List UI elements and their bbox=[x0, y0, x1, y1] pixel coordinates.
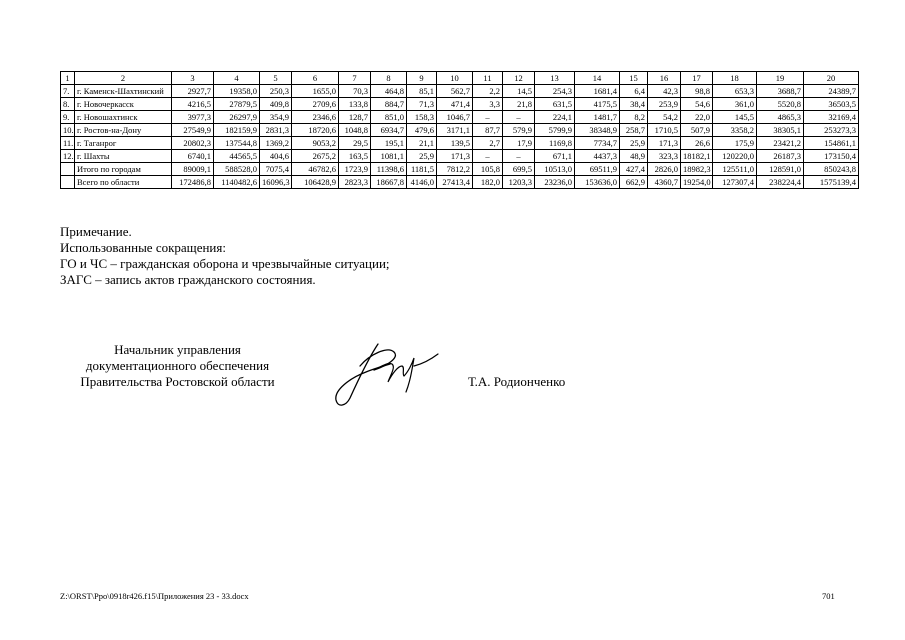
value-cell: 69511,9 bbox=[575, 163, 620, 176]
value-cell: 6740,1 bbox=[172, 150, 214, 163]
row-number-cell: 10. bbox=[61, 124, 75, 137]
handwritten-signature bbox=[330, 336, 450, 412]
value-cell: 105,8 bbox=[473, 163, 503, 176]
value-cell: 195,1 bbox=[371, 137, 407, 150]
signatory-title-line1: Начальник управления bbox=[114, 342, 241, 357]
row-number-cell: 11. bbox=[61, 137, 75, 150]
value-cell: 354,9 bbox=[260, 111, 292, 124]
table-row bbox=[61, 176, 859, 189]
column-number-cell: 12 bbox=[503, 72, 535, 85]
value-cell: 133,8 bbox=[339, 98, 371, 111]
table-row bbox=[61, 85, 859, 98]
column-number-cell: 9 bbox=[407, 72, 437, 85]
column-number-cell: 4 bbox=[214, 72, 260, 85]
value-cell: 23236,0 bbox=[535, 176, 575, 189]
value-cell: 21,1 bbox=[407, 137, 437, 150]
value-cell: 2675,2 bbox=[292, 150, 339, 163]
column-number-cell: 15 bbox=[620, 72, 648, 85]
value-cell: 464,8 bbox=[371, 85, 407, 98]
value-cell: 662,9 bbox=[620, 176, 648, 189]
value-cell: 139,5 bbox=[437, 137, 473, 150]
value-cell: 588528,0 bbox=[214, 163, 260, 176]
value-cell: – bbox=[503, 111, 535, 124]
value-cell: 32169,4 bbox=[804, 111, 859, 124]
value-cell: 85,1 bbox=[407, 85, 437, 98]
value-cell: 71,3 bbox=[407, 98, 437, 111]
value-cell: 2709,6 bbox=[292, 98, 339, 111]
column-number-cell: 20 bbox=[804, 72, 859, 85]
value-cell: 14,5 bbox=[503, 85, 535, 98]
value-cell: 479,6 bbox=[407, 124, 437, 137]
value-cell: 137544,8 bbox=[214, 137, 260, 150]
value-cell: 11398,6 bbox=[371, 163, 407, 176]
table-row bbox=[61, 124, 859, 137]
signatory-title bbox=[60, 342, 295, 390]
value-cell: 1203,3 bbox=[503, 176, 535, 189]
value-cell: 323,3 bbox=[648, 150, 681, 163]
value-cell: 2,2 bbox=[473, 85, 503, 98]
value-cell: 1723,9 bbox=[339, 163, 371, 176]
column-number-cell: 3 bbox=[172, 72, 214, 85]
value-cell: 4146,0 bbox=[407, 176, 437, 189]
value-cell: 4216,5 bbox=[172, 98, 214, 111]
column-number-cell: 18 bbox=[713, 72, 757, 85]
value-cell: 19358,0 bbox=[214, 85, 260, 98]
value-cell: 631,5 bbox=[535, 98, 575, 111]
note-abbreviation-go-chs: ГО и ЧС – гражданская оборона и чрезвычайные ситуации; bbox=[60, 256, 390, 271]
data-table bbox=[60, 71, 859, 189]
value-cell: 1655,0 bbox=[292, 85, 339, 98]
value-cell: 3358,2 bbox=[713, 124, 757, 137]
value-cell: 2346,6 bbox=[292, 111, 339, 124]
value-cell: 7812,2 bbox=[437, 163, 473, 176]
value-cell: 258,7 bbox=[620, 124, 648, 137]
signatory-title-line3: Правительства Ростовской области bbox=[80, 374, 275, 389]
value-cell: 254,3 bbox=[535, 85, 575, 98]
city-name-cell: Итого по городам bbox=[75, 163, 172, 176]
notes-block bbox=[60, 224, 390, 288]
table-row bbox=[61, 98, 859, 111]
value-cell: 507,9 bbox=[681, 124, 713, 137]
value-cell: 238224,4 bbox=[757, 176, 804, 189]
value-cell: 1481,7 bbox=[575, 111, 620, 124]
value-cell: 27413,4 bbox=[437, 176, 473, 189]
value-cell: 173150,4 bbox=[804, 150, 859, 163]
value-cell: 224,1 bbox=[535, 111, 575, 124]
city-name-cell: г. Ростов-на-Дону bbox=[75, 124, 172, 137]
column-number-cell: 7 bbox=[339, 72, 371, 85]
value-cell: 1710,5 bbox=[648, 124, 681, 137]
value-cell: 18667,8 bbox=[371, 176, 407, 189]
value-cell: 8,2 bbox=[620, 111, 648, 124]
value-cell: 4360,7 bbox=[648, 176, 681, 189]
column-number-cell: 6 bbox=[292, 72, 339, 85]
value-cell: 671,1 bbox=[535, 150, 575, 163]
row-number-cell: 8. bbox=[61, 98, 75, 111]
value-cell: 153636,0 bbox=[575, 176, 620, 189]
value-cell: 18720,6 bbox=[292, 124, 339, 137]
city-name-cell: г. Шахты bbox=[75, 150, 172, 163]
value-cell: 27549,9 bbox=[172, 124, 214, 137]
row-number-cell bbox=[61, 163, 75, 176]
value-cell: 19254,0 bbox=[681, 176, 713, 189]
table-header-row bbox=[61, 72, 859, 85]
value-cell: 182159,9 bbox=[214, 124, 260, 137]
value-cell: 1046,7 bbox=[437, 111, 473, 124]
value-cell: 46782,6 bbox=[292, 163, 339, 176]
value-cell: 172486,8 bbox=[172, 176, 214, 189]
value-cell: – bbox=[503, 150, 535, 163]
column-number-cell: 1 bbox=[61, 72, 75, 85]
row-number-cell: 7. bbox=[61, 85, 75, 98]
value-cell: 26,6 bbox=[681, 137, 713, 150]
value-cell: 163,5 bbox=[339, 150, 371, 163]
column-number-cell: 10 bbox=[437, 72, 473, 85]
value-cell: 26297,9 bbox=[214, 111, 260, 124]
value-cell: 851,0 bbox=[371, 111, 407, 124]
note-abbreviations-heading: Использованные сокращения: bbox=[60, 240, 226, 255]
value-cell: 1169,8 bbox=[535, 137, 575, 150]
value-cell: 38305,1 bbox=[757, 124, 804, 137]
value-cell: 1181,5 bbox=[407, 163, 437, 176]
value-cell: 16096,3 bbox=[260, 176, 292, 189]
value-cell: 562,7 bbox=[437, 85, 473, 98]
value-cell: 158,3 bbox=[407, 111, 437, 124]
value-cell: – bbox=[473, 150, 503, 163]
value-cell: 884,7 bbox=[371, 98, 407, 111]
value-cell: 175,9 bbox=[713, 137, 757, 150]
signatory-name: Т.А. Родионченко bbox=[468, 374, 566, 389]
column-number-cell: 19 bbox=[757, 72, 804, 85]
value-cell: 54,2 bbox=[648, 111, 681, 124]
value-cell: 579,9 bbox=[503, 124, 535, 137]
value-cell: 24389,7 bbox=[804, 85, 859, 98]
city-name-cell: г. Таганрог bbox=[75, 137, 172, 150]
value-cell: 3171,1 bbox=[437, 124, 473, 137]
table-row bbox=[61, 111, 859, 124]
note-title: Примечание. bbox=[60, 224, 132, 239]
value-cell: 404,6 bbox=[260, 150, 292, 163]
value-cell: 2823,3 bbox=[339, 176, 371, 189]
value-cell: 1575139,4 bbox=[804, 176, 859, 189]
value-cell: 361,0 bbox=[713, 98, 757, 111]
value-cell: 5799,9 bbox=[535, 124, 575, 137]
value-cell: 653,3 bbox=[713, 85, 757, 98]
value-cell: 699,5 bbox=[503, 163, 535, 176]
table-row bbox=[61, 150, 859, 163]
page-number: 701 bbox=[822, 591, 835, 601]
value-cell: 4865,3 bbox=[757, 111, 804, 124]
value-cell: 26187,3 bbox=[757, 150, 804, 163]
table-row bbox=[61, 137, 859, 150]
value-cell: 9053,2 bbox=[292, 137, 339, 150]
city-name-cell: Всего по области bbox=[75, 176, 172, 189]
value-cell: 7734,7 bbox=[575, 137, 620, 150]
value-cell: 6,4 bbox=[620, 85, 648, 98]
city-name-cell: г. Новочеркасск bbox=[75, 98, 172, 111]
value-cell: 18982,3 bbox=[681, 163, 713, 176]
value-cell: 48,9 bbox=[620, 150, 648, 163]
column-number-cell: 17 bbox=[681, 72, 713, 85]
value-cell: 427,4 bbox=[620, 163, 648, 176]
value-cell: 2831,3 bbox=[260, 124, 292, 137]
value-cell: 54,6 bbox=[681, 98, 713, 111]
value-cell: 128591,0 bbox=[757, 163, 804, 176]
value-cell: 250,3 bbox=[260, 85, 292, 98]
city-name-cell: г. Новошахтинск bbox=[75, 111, 172, 124]
row-number-cell: 12. bbox=[61, 150, 75, 163]
column-number-cell: 8 bbox=[371, 72, 407, 85]
value-cell: 2927,7 bbox=[172, 85, 214, 98]
value-cell: 25,9 bbox=[407, 150, 437, 163]
value-cell: 171,3 bbox=[437, 150, 473, 163]
value-cell: 98,8 bbox=[681, 85, 713, 98]
value-cell: 5520,8 bbox=[757, 98, 804, 111]
value-cell: 2,7 bbox=[473, 137, 503, 150]
value-cell: 127307,4 bbox=[713, 176, 757, 189]
value-cell: 1140482,6 bbox=[214, 176, 260, 189]
row-number-cell: 9. bbox=[61, 111, 75, 124]
value-cell: – bbox=[473, 111, 503, 124]
column-number-cell: 14 bbox=[575, 72, 620, 85]
value-cell: 10513,0 bbox=[535, 163, 575, 176]
footer-file-path: Z:\ORST\Ppo\0918r426.f15\Приложения 23 - 33.docx bbox=[60, 591, 249, 601]
row-number-cell bbox=[61, 176, 75, 189]
value-cell: 38348,9 bbox=[575, 124, 620, 137]
value-cell: 23421,2 bbox=[757, 137, 804, 150]
value-cell: 3977,3 bbox=[172, 111, 214, 124]
value-cell: 3688,7 bbox=[757, 85, 804, 98]
value-cell: 3,3 bbox=[473, 98, 503, 111]
value-cell: 7075,4 bbox=[260, 163, 292, 176]
column-number-cell: 11 bbox=[473, 72, 503, 85]
value-cell: 27879,5 bbox=[214, 98, 260, 111]
value-cell: 89009,1 bbox=[172, 163, 214, 176]
signatory-title-line2: документационного обеспечения bbox=[85, 358, 270, 373]
note-abbreviation-zags: ЗАГС – запись актов гражданского состояния. bbox=[60, 272, 316, 287]
value-cell: 1048,8 bbox=[339, 124, 371, 137]
column-number-cell: 2 bbox=[75, 72, 172, 85]
value-cell: 125511,0 bbox=[713, 163, 757, 176]
column-number-cell: 5 bbox=[260, 72, 292, 85]
column-number-cell: 16 bbox=[648, 72, 681, 85]
value-cell: 18182,1 bbox=[681, 150, 713, 163]
value-cell: 2826,0 bbox=[648, 163, 681, 176]
value-cell: 42,3 bbox=[648, 85, 681, 98]
value-cell: 182,0 bbox=[473, 176, 503, 189]
value-cell: 21,8 bbox=[503, 98, 535, 111]
value-cell: 471,4 bbox=[437, 98, 473, 111]
value-cell: 4175,5 bbox=[575, 98, 620, 111]
value-cell: 25,9 bbox=[620, 137, 648, 150]
value-cell: 171,3 bbox=[648, 137, 681, 150]
value-cell: 106428,9 bbox=[292, 176, 339, 189]
value-cell: 6934,7 bbox=[371, 124, 407, 137]
value-cell: 17,9 bbox=[503, 137, 535, 150]
value-cell: 20802,3 bbox=[172, 137, 214, 150]
value-cell: 253,9 bbox=[648, 98, 681, 111]
value-cell: 22,0 bbox=[681, 111, 713, 124]
column-number-cell: 13 bbox=[535, 72, 575, 85]
value-cell: 145,5 bbox=[713, 111, 757, 124]
value-cell: 850243,8 bbox=[804, 163, 859, 176]
value-cell: 128,7 bbox=[339, 111, 371, 124]
value-cell: 87,7 bbox=[473, 124, 503, 137]
value-cell: 44565,5 bbox=[214, 150, 260, 163]
value-cell: 154861,1 bbox=[804, 137, 859, 150]
value-cell: 1081,1 bbox=[371, 150, 407, 163]
city-name-cell: г. Каменск-Шахтинский bbox=[75, 85, 172, 98]
value-cell: 120220,0 bbox=[713, 150, 757, 163]
value-cell: 70,3 bbox=[339, 85, 371, 98]
value-cell: 1369,2 bbox=[260, 137, 292, 150]
value-cell: 29,5 bbox=[339, 137, 371, 150]
value-cell: 4437,3 bbox=[575, 150, 620, 163]
value-cell: 409,8 bbox=[260, 98, 292, 111]
value-cell: 36503,5 bbox=[804, 98, 859, 111]
value-cell: 1681,4 bbox=[575, 85, 620, 98]
value-cell: 38,4 bbox=[620, 98, 648, 111]
value-cell: 253273,3 bbox=[804, 124, 859, 137]
table-row bbox=[61, 163, 859, 176]
